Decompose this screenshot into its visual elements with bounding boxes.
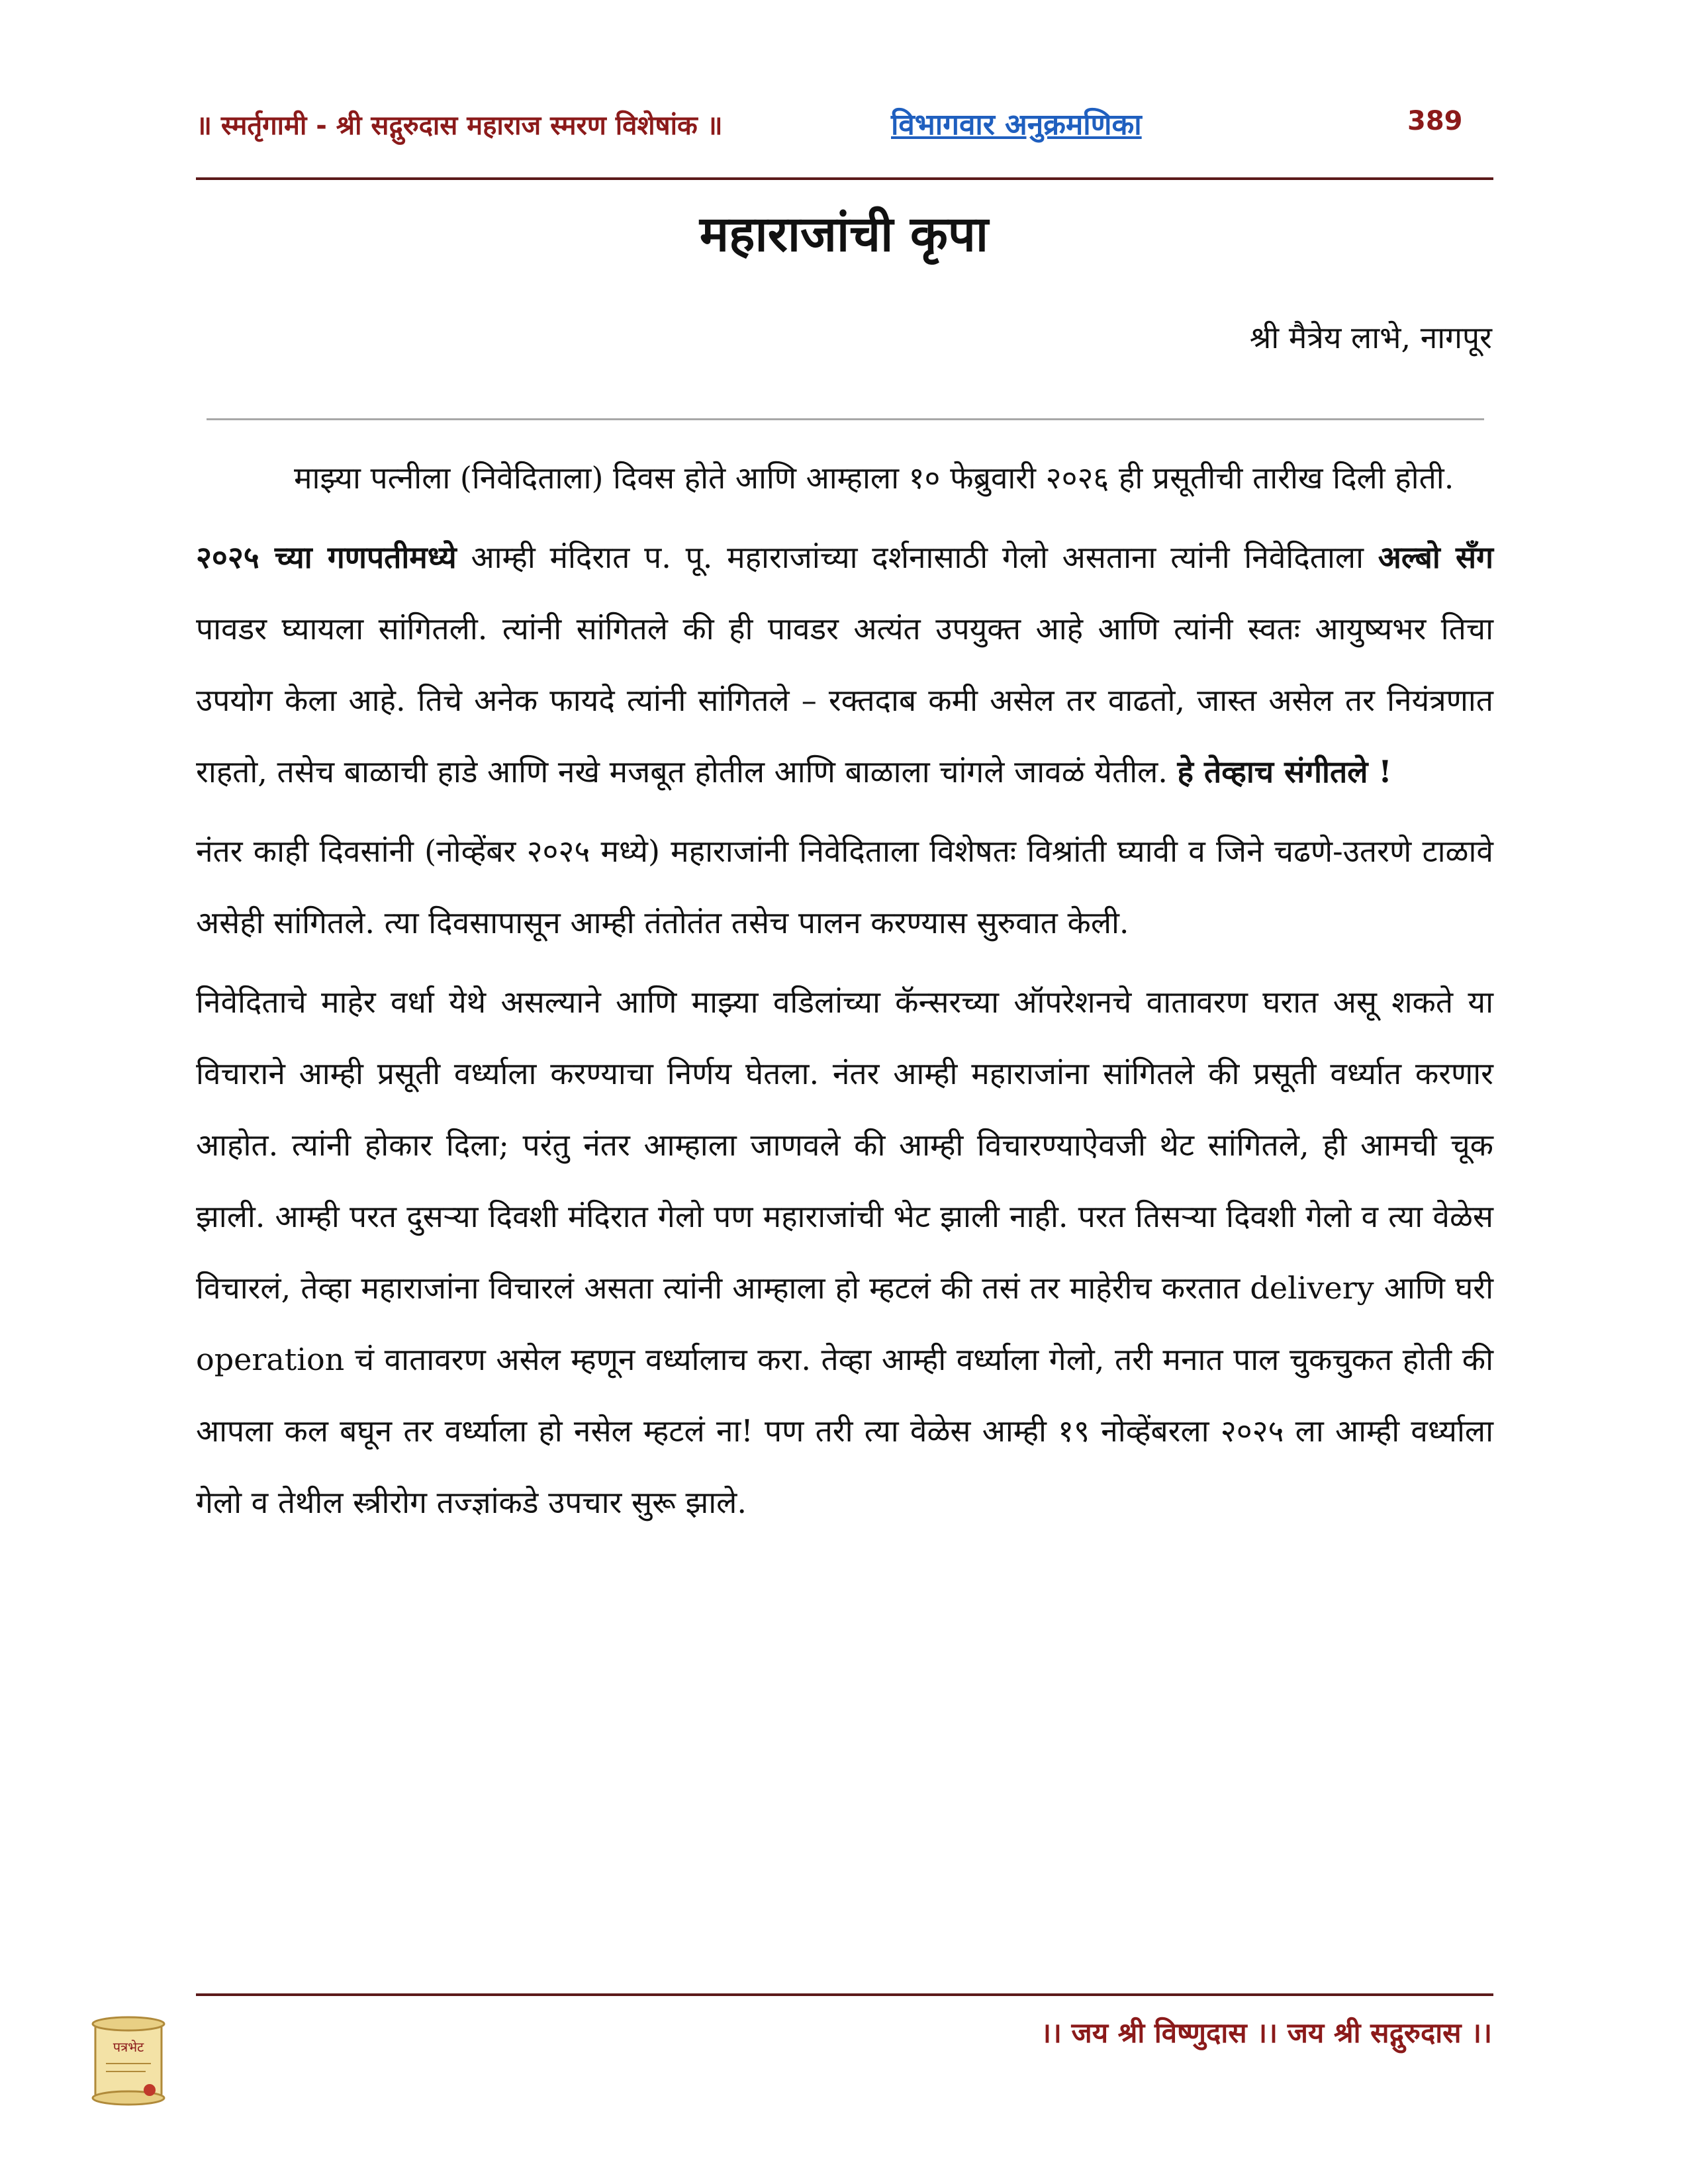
paragraph-2-bold-emphasis: हे तेव्हाच संगीतले !: [1177, 754, 1392, 790]
footer-divider: [196, 1993, 1493, 1996]
paragraph-2-text-1: आम्ही मंदिरात प. पू. महाराजांच्या दर्शनासाठी गेलो असताना त्यांनी निवेदिताला: [456, 539, 1378, 575]
section-index-link[interactable]: विभागवार अनुक्रमणिका: [891, 108, 1142, 142]
paragraph-2-bold-date: २०२५ च्या गणपतीमध्ये: [196, 539, 457, 575]
patrabhet-scroll-logo: [86, 2012, 172, 2111]
paragraph-2-bold-product: अल्बो सँग: [1378, 539, 1493, 575]
author-divider: [207, 418, 1484, 420]
paragraph-2: [196, 522, 1493, 807]
article-author: श्री मैत्रेय लाभे, नागपूर: [1249, 320, 1492, 355]
article-body: [196, 442, 1493, 1546]
header-divider: [196, 177, 1493, 180]
logo-text: पत्रभेट: [113, 2039, 144, 2055]
page-header: [196, 99, 1493, 152]
footer-slogan: ।। जय श्री विष्णुदास ।। जय श्री सद्गुरुदास ।।: [1041, 2017, 1492, 2049]
paragraph-2-text-2: पावडर घ्यायला सांगितली. त्यांनी सांगितले की ही पावडर अत्यंत उपयुक्त आहे आणि त्यांनी स्वतः आयुष्यभर तिचा उपयोग केला आहे. तिचे अनेक फायदे त्यांनी सांगितले – रक्तदाब कमी असेल तर वाढतो, जास्त असेल तर नियंत्रणात राहतो, तसेच बाळाची हाडे आणि नखे मजबूत होतील आणि बाळाला चांगले जावळं येतील.: [196, 611, 1493, 790]
journal-title: ॥ स्मर्तृगामी - श्री सद्गुरुदास महाराज स्मरण विशेषांक ॥: [196, 111, 723, 141]
paragraph-3: नंतर काही दिवसांनी (नोव्हेंबर २०२५ मध्ये) महाराजांनी निवेदिताला विशेषतः विश्रांती घ्यावी व जिने चढणे-उतरणे टाळावे असेही सांगितले. त्या दिवसापासून आम्ही तंतोतंत तसेच पालन करण्यास सुरुवात केली.: [196, 833, 1493, 940]
page-number: 389: [1407, 106, 1463, 136]
paragraph-4: निवेदिताचे माहेर वर्धा येथे असल्याने आणि माझ्या वडिलांच्या कॅन्सरच्या ऑपरेशनचे वातावरण घरात असू शकते या विचाराने आम्ही प्रसूती वर्ध्याला करण्याचा निर्णय घेतला. नंतर आम्ही महाराजांना सांगितले की प्रसूती वर्ध्यात करणार आहोत. त्यांनी होकार दिला; परंतु नंतर आम्हाला जाणवले की आम्ही विचारण्याऐवजी थेट सांगितले, ही आमची चूक झाली. आम्ही परत दुसऱ्या दिवशी मंदिरात गेलो पण महाराजांची भेट झाली नाही. परत तिसऱ्या दिवशी गेलो व त्या वेळेस विचारलं, तेव्हा महाराजांना विचारलं असता त्यांनी आम्हाला हो म्हटलं की तसं तर माहेरीच करतात delivery आणि घरी operation चं वातावरण असेल म्हणून वर्ध्यालाच करा. तेव्हा आम्ही वर्ध्याला गेलो, तरी मनात पाल चुकचुकत होती की आपला कल बघून तर वर्ध्याला हो नसेल म्हटलं ना! पण तरी त्या वेळेस आम्ही १९ नोव्हेंबरला २०२५ ला आम्ही वर्ध्याला गेलो व तेथील स्त्रीरोग तज्ज्ञांकडे उपचार सुरू झाले.: [196, 984, 1493, 1520]
article-title: महाराजांची कृपा: [699, 206, 989, 263]
paragraph-1: माझ्या पत्नीला (निवेदिताला) दिवस होते आणि आम्हाला १० फेब्रुवारी २०२६ ही प्रसूतीची तारीख दिली होती.: [294, 460, 1454, 496]
